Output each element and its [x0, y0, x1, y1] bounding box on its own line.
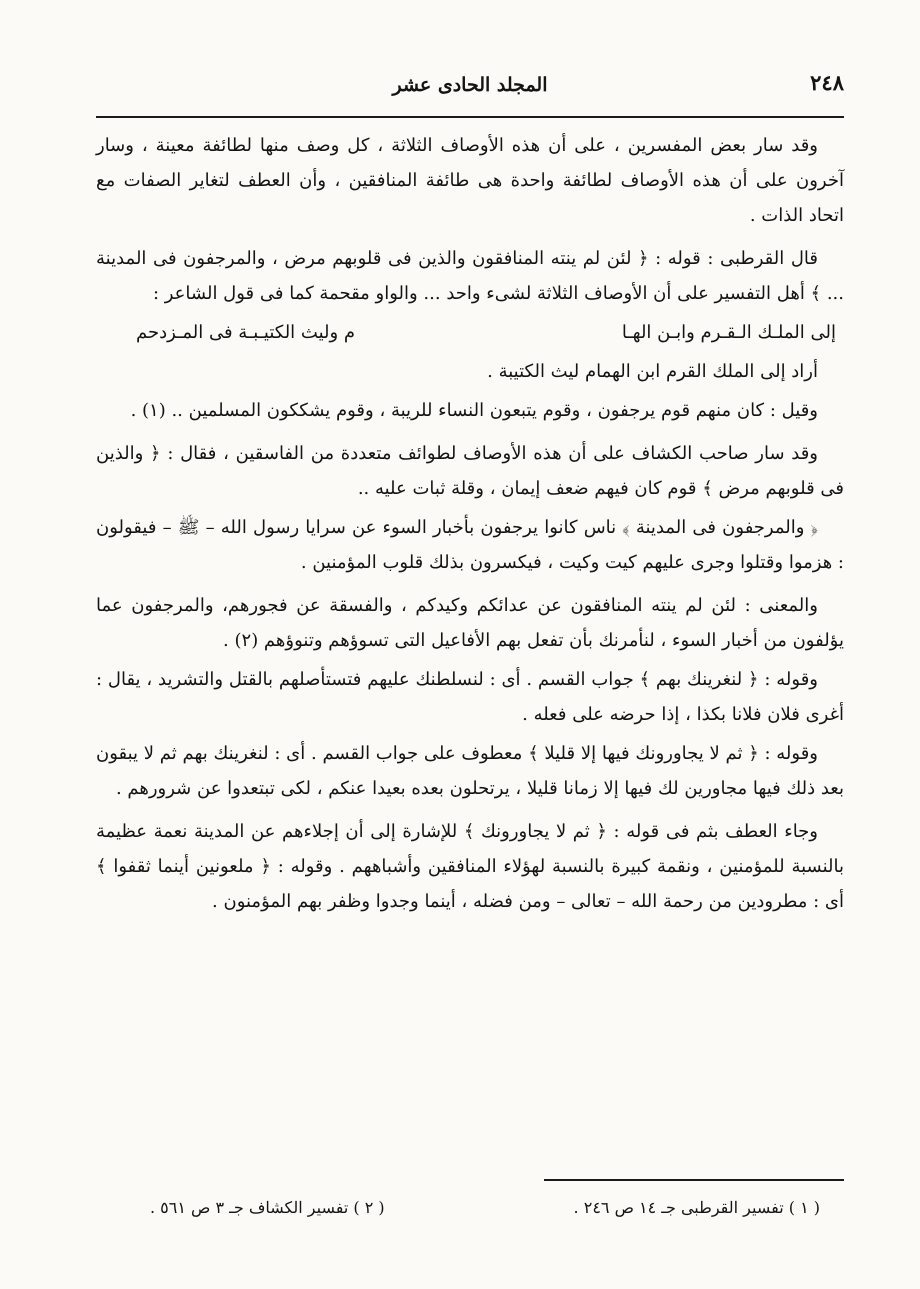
- paragraph-3: أراد إلى الملك القرم ابن الهمام ليث الكتيبة .: [487, 361, 818, 382]
- paragraph-8: وقوله : ﴿ لنغرينك بهم ﴾ جواب القسم . أى : لنسلطنك عليهم فتستأصلهم بالقتل والتشريد ، يقال : أغرى فلان فلانا بكذا ، إذا حرضه على فعله .: [96, 669, 844, 725]
- paragraph-7: والمعنى : لئن لم ينته المنافقون عن عدائكم وكيدكم ، والفسقة عن فجورهم، والمرجفون عما يؤلفون من أخبار السوء ، لنأمرنك بأن تفعل بهم الأفاعيل التى تسوؤهم وتنوؤهم (٢) .: [96, 595, 844, 651]
- footnote-1: ( ١ ) تفسير القرطبى جـ ١٤ ص ٢٤٦ .: [573, 1198, 820, 1217]
- page-number: ٢٤٨: [810, 70, 844, 95]
- poetry-verse: [96, 315, 844, 350]
- verse-first-hemistich: إلى الملـك الـقـرم وابـن الهـا: [621, 322, 836, 343]
- paragraph-1: وقد سار بعض المفسرين ، على أن هذه الأوصاف الثلاثة ، كل وصف منها لطائفة معينة ، وسار آخرون على أن هذه الأوصاف لطائفة واحدة هى طائفة المنافقين ، وأن العطف لتغاير الصفات مع اتحاد الذات .: [96, 135, 844, 226]
- paragraph-9: وقوله : ﴿ ثم لا يجاورونك فيها إلا قليلا ﴾ معطوف على جواب القسم . أى : لنغرينك بهم ثم لا يبقون بعد ذلك فيها مجاورين لك فيها إلا زمانا قليلا ، يرتحلون بعده بعيدا عنكم ، لكى تبتعدوا عن شرورهم .: [96, 743, 844, 799]
- footnote-2: ( ٢ ) تفسير الكشاف جـ ٣ ص ٥٦١ .: [150, 1198, 385, 1217]
- verse-second-hemistich: م وليث الكتيـبـة فى المـزدحم: [136, 322, 356, 343]
- paragraph-2: قال القرطبى : قوله : ﴿ لئن لم ينته المنافقون والذين فى قلوبهم مرض ، والمرجفون فى المدينة ... ﴾ أهل التفسير على أن الأوصاف الثلاثة لشىء واحد ... والواو مقحمة كما فى قول الشاعر :: [96, 248, 844, 304]
- footnotes: [150, 1198, 820, 1228]
- page-header: [96, 70, 844, 110]
- paragraph-4: وقيل : كان منهم قوم يرجفون ، وقوم يتبعون النساء للريبة ، وقوم يشككون المسلمين .. (١) .: [130, 400, 818, 421]
- paragraph-5: وقد سار صاحب الكشاف على أن هذه الأوصاف لطوائف متعددة من الفاسقين ، فقال : ﴿ والذين فى قلوبهم مرض ﴾ قوم كان فيهم ضعف إيمان ، وقلة ثبات عليه ..: [96, 443, 844, 499]
- page-body: [96, 128, 844, 927]
- paragraph-10: وجاء العطف بثم فى قوله : ﴿ ثم لا يجاورونك ﴾ للإشارة إلى أن إجلاءهم عن المدينة نعمة عظيمة بالنسبة للمؤمنين ، ونقمة كبيرة بالنسبة لهؤلاء المنافقين وأشباههم . وقوله : ﴿ ملعونين أينما ثقفوا ﴾ أى : مطرودين من رحمة الله – تعالى – ومن فضله ، أينما وجدوا وظفر بهم المؤمنون .: [96, 821, 844, 912]
- paragraph-6: ﴿ والمرجفون فى المدينة ﴾ ناس كانوا يرجفون بأخبار السوء عن سرايا رسول الله – ﷺ – فيقولون : هزموا وقتلوا وجرى عليهم كيت وكيت ، فيكسرون بذلك قلوب المؤمنين .: [96, 517, 844, 573]
- header-rule: [96, 116, 844, 118]
- running-title: المجلد الحادى عشر: [392, 74, 548, 96]
- footnote-separator: [544, 1179, 844, 1181]
